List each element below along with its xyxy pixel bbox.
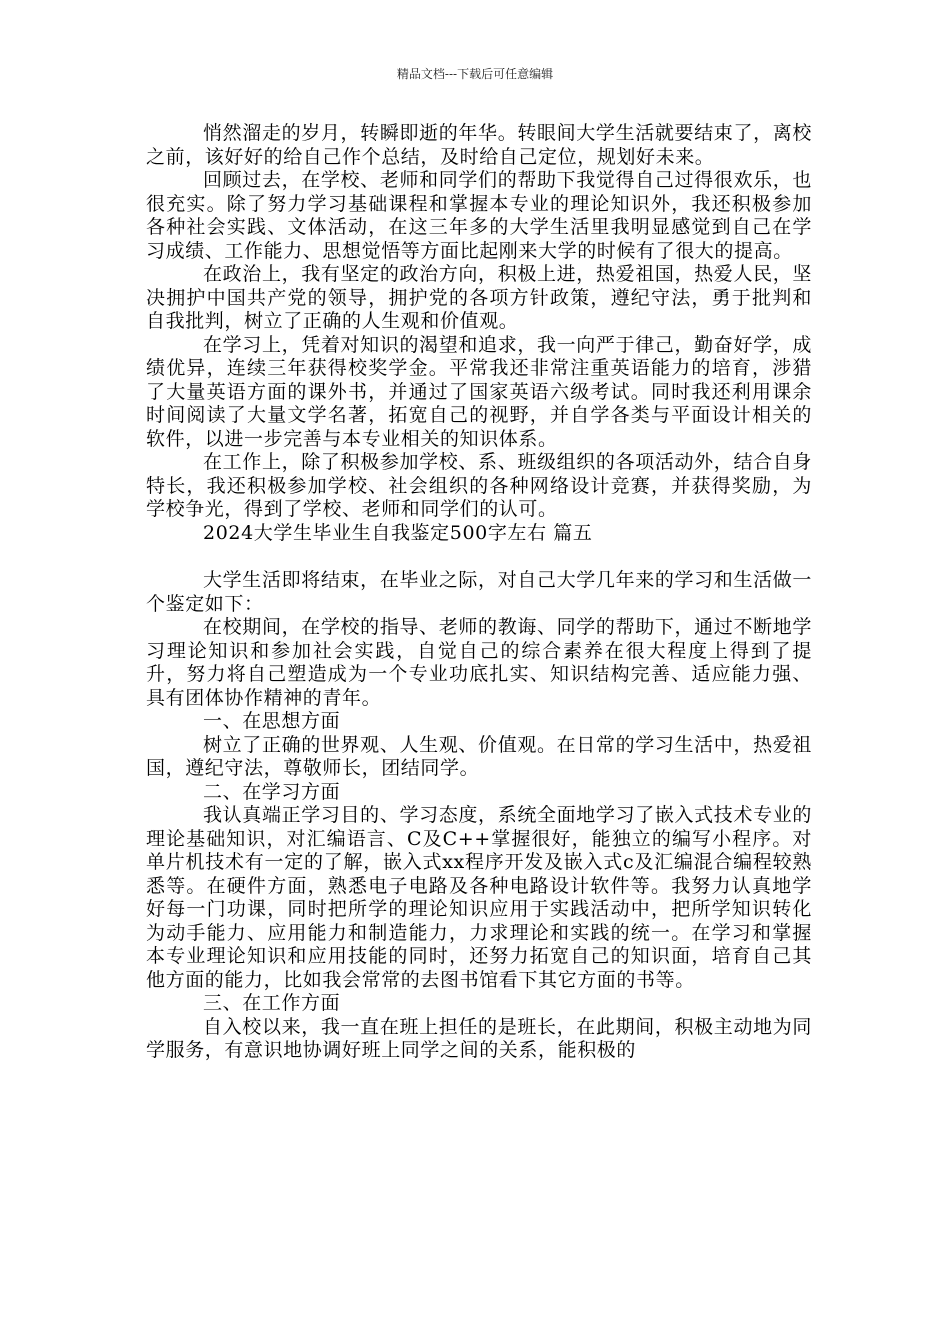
document-body [146,122,812,1063]
section-title: 2024大学生毕业生自我鉴定500字左右 篇五 [203,521,593,544]
subsection-heading: 二、在学习方面 [203,780,341,803]
subsection-heading: 三、在工作方面 [203,992,341,1014]
blank-line [146,545,812,569]
paragraph: 在校期间，在学校的指导、老师的教诲、同学的帮助下，通过不断地学习理论知识和参加社会实践，自觉自己的综合素养在很大程度上得到了提升，努力将自己塑造成为一个专业功底扎实、知识结构完善、适应能力强、具有团体协作精神的青年。 [146,616,812,709]
paragraph: 在学习上，凭着对知识的渴望和追求，我一向严于律己，勤奋好学，成绩优异，连续三年获得校奖学金。平常我还非常注重英语能力的培育，涉猎了大量英语方面的课外书，并通过了国家英语六级考试。同时我还利用课余时间阅读了大量文学名著，拓宽自己的视野，并自学各类与平面设计相关的软件，以进一步完善与本专业相关的知识体系。 [146,333,812,450]
paragraph: 悄然溜走的岁月，转瞬即逝的年华。转眼间大学生活就要结束了，离校之前，该好好的给自己作个总结，及时给自己定位，规划好未来。 [146,122,812,168]
subsection-heading: 一、在思想方面 [203,710,341,732]
paragraph: 树立了正确的世界观、人生观、价值观。在日常的学习生活中，热爱祖国，遵纪守法，尊敬师长，团结同学。 [146,733,812,779]
paragraph: 在工作上，除了积极参加学校、系、班级组织的各项活动外，结合自身特长，我还积极参加学校、社会组织的各种网络设计竞赛，并获得奖励，为学校争光，得到了学校、老师和同学们的认可。 [146,451,812,520]
paragraph: 在政治上，我有坚定的政治方向，积极上进，热爱祖国，热爱人民，坚决拥护中国共产党的领导，拥护党的各项方针政策，遵纪守法，勇于批判和自我批判，树立了正确的人生观和价值观。 [146,263,812,332]
paragraph: 我认真端正学习目的、学习态度，系统全面地学习了嵌入式技术专业的理论基础知识，对汇编语言、C及C++掌握很好，能独立的编写小程序。对单片机技术有一定的了解，嵌入式xx程序开发及嵌入式c及汇编混合编程较熟悉等。在硬件方面，熟悉电子电路及各种电路设计软件等。我努力认真地学好每一门功课，同时把所学的理论知识应用于实践活动中，把所学知识转化为动手能力、应用能力和制造能力，力求理论和实践的统一。在学习和掌握本专业理论知识和应用技能的同时，还努力拓宽自己的知识面，培育自己其他方面的能力，比如我会常常的去图书馆看下其它方面的书等。 [146,804,812,991]
paragraph: 大学生活即将结束，在毕业之际，对自己大学几年来的学习和生活做一个鉴定如下： [146,569,812,615]
page-header: 精品文档---下载后可任意编辑 [396,67,554,81]
paragraph: 回顾过去，在学校、老师和同学们的帮助下我觉得自己过得很欢乐，也很充实。除了努力学习基础课程和掌握本专业的理论知识外，我还积极参加各种社会实践、文体活动，在这三年多的大学生活里我明显感觉到自己在学习成绩、工作能力、思想觉悟等方面比起刚来大学的时候有了很大的提高。 [146,169,812,262]
paragraph: 自入校以来，我一直在班上担任的是班长，在此期间，积极主动地为同学服务，有意识地协调好班上同学之间的关系，能积极的 [146,1015,812,1061]
